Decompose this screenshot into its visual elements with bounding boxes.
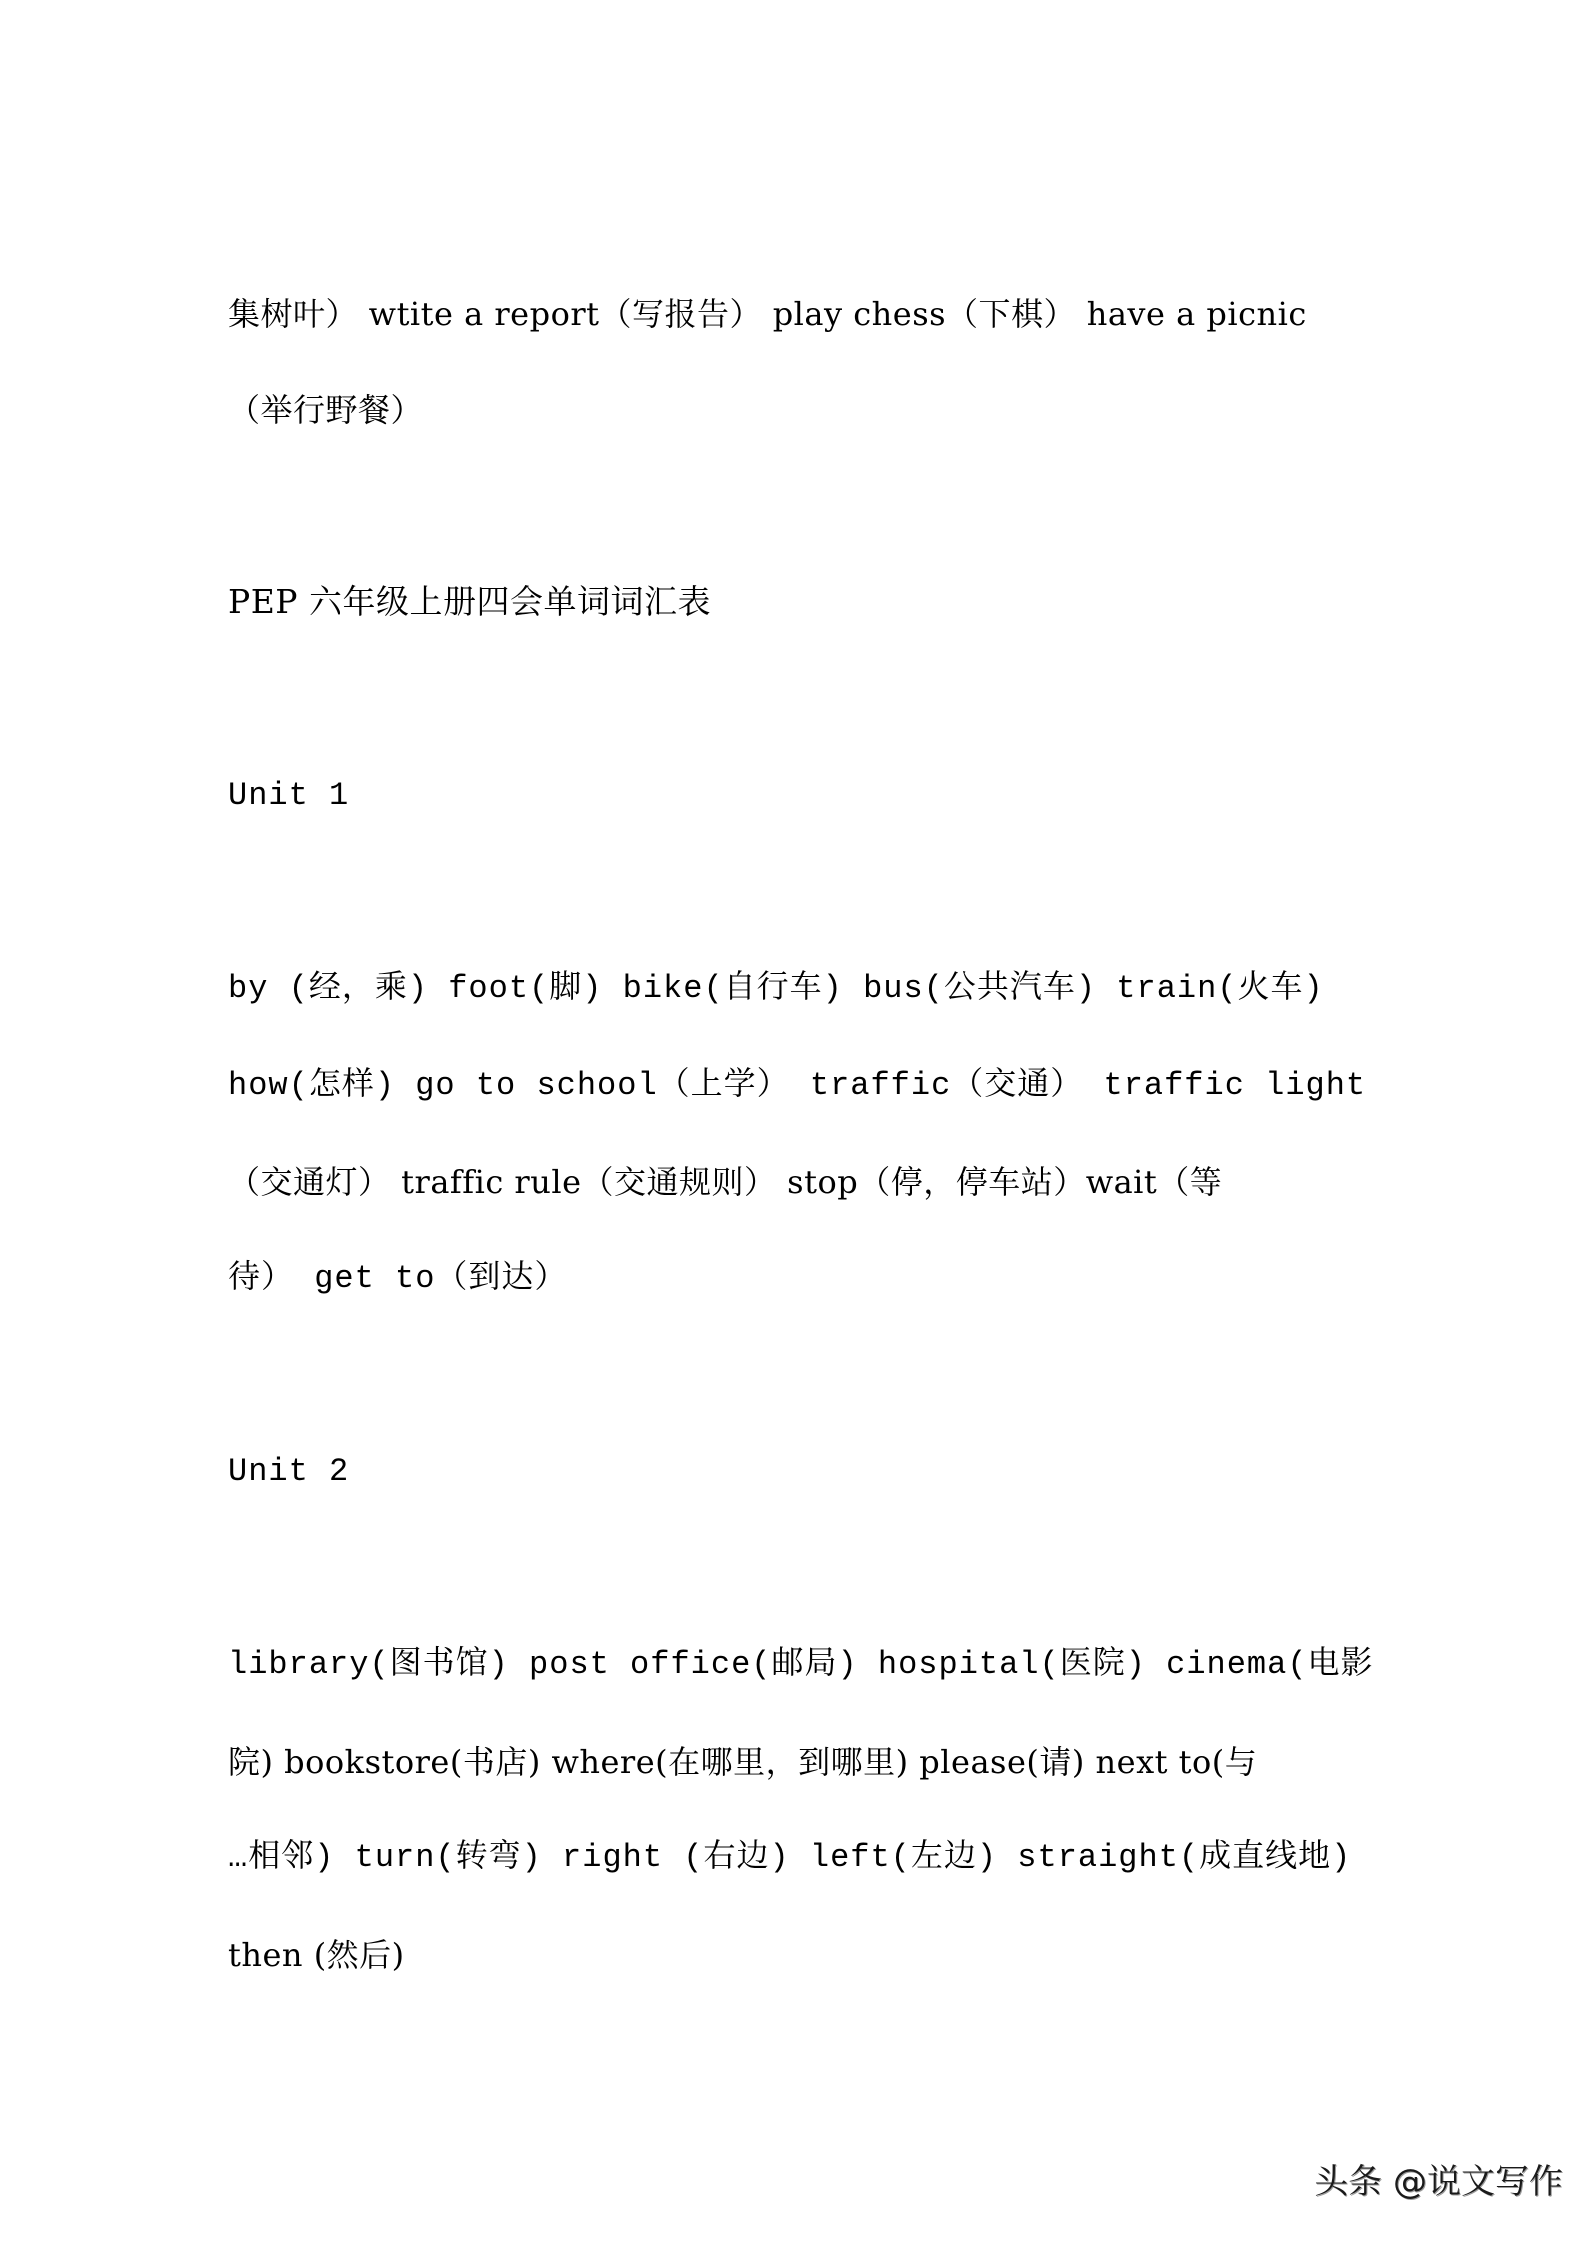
vocab-line: by (经，乘) foot(脚) bike(自行车) bus(公共汽车) train(火车) xyxy=(228,970,1324,1007)
unit-heading: Unit 2 xyxy=(228,1453,350,1490)
continuation-line: 集树叶） wtite a report（写报告） play chess（下棋） have a picnic xyxy=(228,295,1307,333)
vocab-line: …相邻) turn(转弯) right (右边) left(左边) straight(成直线地) xyxy=(228,1839,1352,1876)
vocab-line: library(图书馆) post office(邮局) hospital(医院) cinema(电影 xyxy=(228,1646,1374,1683)
continuation-line: （举行野餐） xyxy=(228,391,424,429)
page-title: PEP 六年级上册四会单词词汇表 xyxy=(228,582,711,621)
vocab-line: then (然后) xyxy=(228,1936,405,1974)
unit-heading: Unit 1 xyxy=(228,777,350,814)
vocab-line: how(怎样) go to school（上学） traffic（交通） traffic light xyxy=(228,1067,1367,1104)
vocab-line: （交通灯） traffic rule（交通规则） stop（停，停车站）wait（等 xyxy=(228,1163,1223,1201)
watermark: 头条 @说文写作 xyxy=(1314,2162,1563,2202)
vocab-line: 院) bookstore(书店) where(在哪里，到哪里) please(请) next to(与 xyxy=(228,1743,1258,1781)
vocab-line: 待） get to（到达） xyxy=(228,1260,568,1297)
